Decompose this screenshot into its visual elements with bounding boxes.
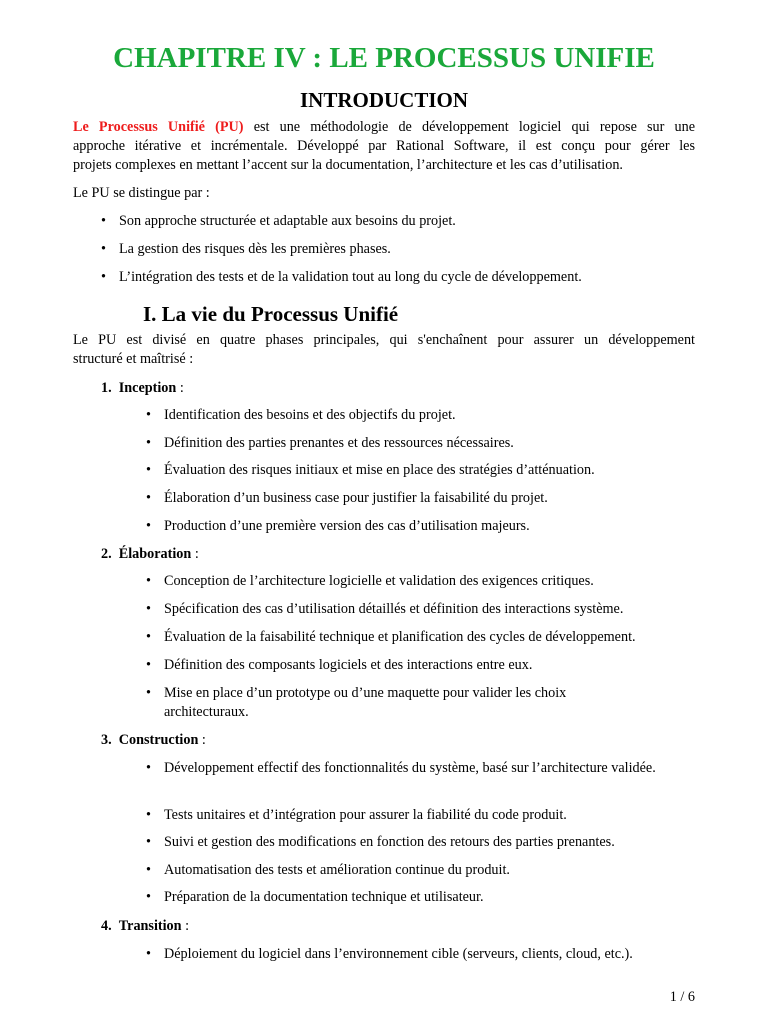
- list-item-text: Élaboration d’un business case pour justifier la faisabilité du projet.: [164, 490, 548, 506]
- phase-number: 4.: [101, 918, 112, 934]
- section-paragraph-line-1: Le PU est divisé en quatre phases principales, qui s'enchaînent pour assurer un développement: [73, 332, 695, 348]
- bullet-icon: •: [101, 241, 106, 257]
- list-item-text: Production d’une première version des cas d’utilisation majeurs.: [164, 518, 530, 534]
- list-item: [146, 684, 596, 722]
- bullet-icon: •: [146, 862, 151, 878]
- phase-number: 3.: [101, 732, 112, 748]
- list-item-text: Automatisation des tests et amélioration continue du produit.: [164, 862, 510, 878]
- phase-heading-construction: [101, 731, 206, 750]
- bullet-icon: •: [146, 629, 151, 645]
- colon: :: [198, 732, 206, 748]
- bullet-icon: •: [101, 213, 106, 229]
- section-paragraph-line-2: structuré et maîtrisé :: [73, 351, 194, 367]
- distinguish-text: Le PU se distingue par :: [73, 185, 210, 201]
- section-heading: I. La vie du Processus Unifié: [143, 302, 399, 326]
- list-item-text: Déploiement du logiciel dans l’environnement cible (serveurs, clients, cloud, etc.).: [164, 946, 633, 962]
- phase-heading-transition: [101, 917, 189, 936]
- pu-term: Le Processus Unifié (PU): [73, 119, 244, 135]
- bullet-icon: •: [146, 657, 151, 673]
- bullet-icon: •: [146, 946, 151, 962]
- bullet-icon: •: [146, 601, 151, 617]
- document-page: [73, 0, 695, 1024]
- phase-heading-inception: [101, 379, 184, 398]
- phase-number: 1.: [101, 380, 112, 396]
- phase-name: Élaboration: [118, 546, 192, 562]
- list-item-text: L’intégration des tests et de la validation tout au long du cycle de développement.: [119, 269, 582, 285]
- list-item-text: Développement effectif des fonctionnalités du système, basé sur l’architecture validée.: [164, 760, 656, 776]
- bullet-icon: •: [146, 573, 151, 589]
- colon: :: [181, 918, 190, 934]
- list-item-text: Identification des besoins et des objectifs du projet.: [164, 407, 456, 423]
- list-item-text: Évaluation de la faisabilité technique et planification des cycles de développement.: [164, 629, 636, 645]
- bullet-icon: •: [146, 889, 151, 905]
- bullet-icon: •: [146, 490, 151, 506]
- list-item-text: La gestion des risques dès les premières phases.: [119, 241, 391, 257]
- bullet-icon: •: [146, 834, 151, 850]
- list-item-text: Définition des parties prenantes et des ressources nécessaires.: [164, 435, 514, 451]
- list-item-text: Suivi et gestion des modifications en fonction des retours des parties prenantes.: [164, 834, 615, 850]
- chapter-title: CHAPITRE IV : LE PROCESSUS UNIFIE: [113, 42, 655, 74]
- bullet-icon: •: [101, 269, 106, 285]
- list-item-text: Mise en place d’un prototype ou d’une maquette pour valider les choix architecturaux.: [164, 685, 567, 720]
- list-item-text: Évaluation des risques initiaux et mise en place des stratégies d’atténuation.: [164, 462, 595, 478]
- list-item-text: Spécification des cas d’utilisation détaillés et définition des interactions système.: [164, 601, 624, 617]
- phase-heading-elaboration: [101, 545, 199, 564]
- list-item-text: Préparation de la documentation technique et utilisateur.: [164, 889, 484, 905]
- list-item: [146, 759, 666, 797]
- introduction-heading: INTRODUCTION: [299, 88, 469, 112]
- list-item-text: Son approche structurée et adaptable aux besoins du projet.: [119, 213, 456, 229]
- intro-paragraph-line-3: projets complexes en mettant l’accent sur la documentation, l’architecture et les cas d’utilisation.: [73, 157, 623, 173]
- phase-name: Transition: [118, 918, 182, 934]
- bullet-icon: •: [146, 407, 151, 423]
- bullet-icon: •: [146, 518, 151, 534]
- page-number: 1 / 6: [669, 989, 695, 1005]
- bullet-icon: •: [146, 807, 151, 823]
- colon: :: [191, 546, 199, 562]
- list-item-text: Tests unitaires et d’intégration pour assurer la fiabilité du code produit.: [164, 807, 567, 823]
- phase-name: Construction: [118, 732, 199, 748]
- list-item-text: Conception de l’architecture logicielle et validation des exigences critiques.: [164, 573, 594, 589]
- intro-paragraph-line-2: approche itérative et incrémentale. Développé par Rational Software, il est conçu pour gérer les: [73, 138, 695, 154]
- bullet-icon: •: [146, 760, 151, 776]
- phase-number: 2.: [101, 546, 112, 562]
- colon: :: [176, 380, 184, 396]
- phase-name: Inception: [118, 380, 177, 396]
- bullet-icon: •: [146, 435, 151, 451]
- intro-text: est une méthodologie de développement logiciel qui repose sur une: [253, 119, 696, 135]
- bullet-icon: •: [146, 462, 151, 478]
- bullet-icon: •: [146, 685, 151, 701]
- intro-paragraph-line-1: [73, 118, 695, 137]
- list-item-text: Définition des composants logiciels et des interactions entre eux.: [164, 657, 533, 673]
